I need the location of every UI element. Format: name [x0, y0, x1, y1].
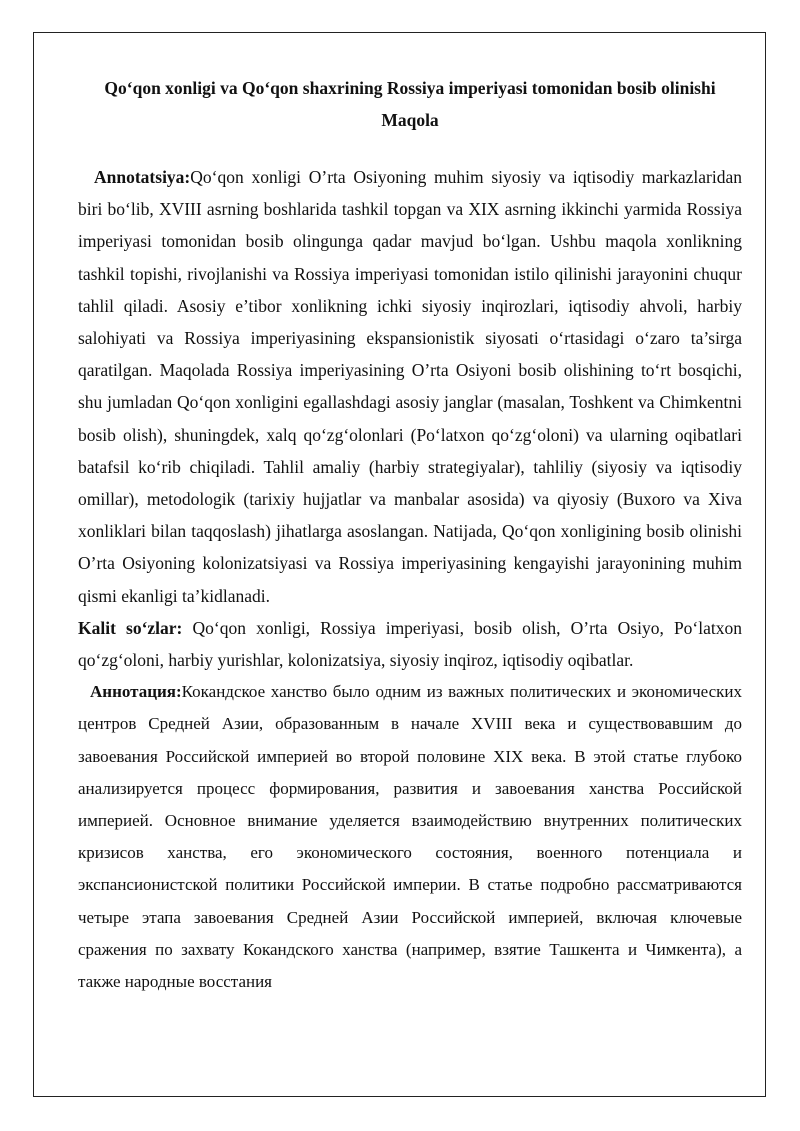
document-body: [78, 72, 742, 998]
keywords-label: Kalit so‘zlar:: [78, 617, 183, 638]
annotation-uz-label: Annotatsiya:: [94, 167, 191, 187]
annotation-ru-paragraph: [78, 676, 742, 998]
annotation-uz-text: Qo‘qon xonligi O’rta Osiyoning muhim siyosiy va iqtisodiy markazlaridan biri bo‘lib, XVIII asrning boshlarida tashkil topgan va XIX asrning ikkinchi yarmida Rossiya imperiyasi tomonidan bosib olingunga qadar mavjud bo‘lgan. Ushbu maqola xonlikning tashkil topishi, rivojlanishi va Rossiya imperiyasi tomonidan istilo qilinishi jarayonini chuqur tahlil qiladi. Asosiy e’tibor xonlikning ichki siyosiy inqirozlari, iqtisodiy ahvoli, harbiy salohiyati va Rossiya imperiyasining ekspansionistik siyosati o‘rtasidagi o‘zaro ta’sirga qaratilgan. Maqolada Rossiya imperiyasining O’rta Osiyoni bosib olishining to‘rt bosqichi, shu jumladan Qo‘qon xonligini egallashdagi asosiy janglar (masalan, Toshkent va Chimkentni bosib olish), shuningdek, xalq qo‘zg‘olonlari (Po‘latxon qo‘zg‘oloni) va ularning oqibatlari batafsil ko‘rib chiqiladi. Tahlil amaliy (harbiy strategiyalar), tahliliy (siyosiy va iqtisodiy omillar), metodologik (tarixiy hujjatlar va manbalar asosida) va qiyosiy (Buxoro va Xiva xonliklari bilan taqqoslash) jihatlarga asoslangan. Natijada, Qo‘qon xonligining bosib olinishi O’rta Osiyoning kolonizatsiyasi va Rossiya imperiyasining kengayishi jarayonining muhim qismi ekanligi ta’kidlanadi.: [78, 167, 742, 606]
annotation-ru-label: Аннотация:: [90, 682, 182, 702]
keywords-text: Qo‘qon xonligi, Rossiya imperiyasi, bosib olish, O’rta Osiyo, Po‘latxon qo‘zg‘oloni, harbiy yurishlar, kolonizatsiya, siyosiy inqiroz, iqtisodiy oqibatlar.: [78, 617, 743, 671]
document-title: Qo‘qon xonligi va Qo‘qon shaxrining Rossiya imperiyasi tomonidan bosib olinishi: [104, 78, 716, 98]
document-subtitle: Maqola: [381, 110, 439, 130]
annotation-uz-paragraph: [78, 161, 742, 612]
keywords-paragraph: [78, 612, 742, 676]
annotation-ru-text: Кокандское ханство было одним из важных политических и экономических центров Средней Азии, образованным в начале XVIII века и существовавшим до завоевания Российской империей во второй половине XIX века. В этой статье глубоко анализируется процесс формирования, развития и завоевания ханства Российской империей. Основное внимание уделяется взаимодействию внутренних политических кризисов ханства, его экономического состояния, военного потенциала и экспансионистской политики Российской империи. В статье подробно рассматриваются четыре этапа завоевания Средней Азии Российской империей, включая ключевые сражения по захвату Кокандского ханства (например, взятие Ташкента и Чимкента), а также народные восстания: [78, 682, 742, 992]
